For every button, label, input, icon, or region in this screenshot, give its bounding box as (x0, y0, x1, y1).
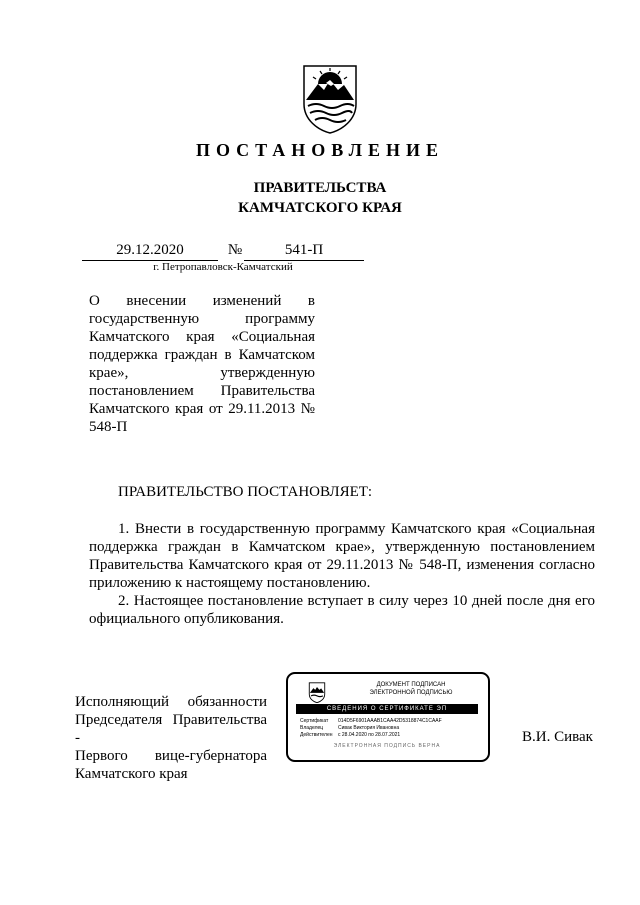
signer-name: В.И. Сивак (522, 729, 593, 745)
signer-title-line: Камчатского края (75, 766, 188, 782)
stamp-label: Владелец (300, 725, 324, 731)
issuer-line: ПРАВИТЕЛЬСТВА (253, 180, 387, 196)
document-number: 541-П (244, 242, 364, 261)
signer-title-line: Исполняющий обязанности (75, 694, 267, 710)
resolves-heading: ПРАВИТЕЛЬСТВО ПОСТАНОВЛЯЕТ: (118, 484, 373, 500)
document-body (89, 520, 595, 628)
stamp-owner-row (300, 725, 399, 732)
issuer-block (0, 178, 640, 218)
number-sign: № (227, 242, 243, 258)
stamp-label: Действителен (300, 732, 333, 738)
body-item: 1. Внести в государственную программу Камчатского края «Социальная поддержка граждан в Камчатском крае», утвержденную постановлением Правительства Камчатского края от 29.11.2013 № 548-П, изменения согласно приложению к настоящему постановлению. (89, 521, 595, 591)
stamp-header (336, 681, 486, 697)
stamp-validity-row (300, 732, 400, 739)
issuer-line: КАМЧАТСКОГО КРАЯ (238, 200, 402, 216)
signer-title (75, 693, 267, 783)
stamp-value: с 28.04.2020 по 28.07.2021 (338, 732, 401, 738)
stamp-footer: ЭЛЕКТРОННАЯ ПОДПИСЬ ВЕРНА (333, 743, 441, 749)
city-of-issue: г. Петропавловск-Камчатский (153, 261, 293, 273)
stamp-header-line: ЭЛЕКТРОННОЙ ПОДПИСЬЮ (369, 690, 453, 696)
document-date: 29.12.2020 (82, 242, 218, 261)
document-type-title: ПОСТАНОВЛЕНИЕ (195, 140, 445, 160)
signer-title-line: Первого вице-губернатора (75, 748, 267, 764)
body-item: 2. Настоящее постановление вступает в силу через 10 дней после дня его официального опубликования. (89, 593, 595, 627)
stamp-header-line: ДОКУМЕНТ ПОДПИСАН (376, 682, 446, 688)
stamp-certificate-row (300, 718, 442, 725)
stamp-label: Сертификат (300, 718, 329, 724)
document-subject: О внесении изменений в государственную программу Камчатского края «Социальная поддержка граждан в Камчатском крае», утвержденную постановлением Правительства Камчатского края от 29.11.2013 № 548-П (89, 293, 315, 435)
signer-title-line: Председателя Правительства - (75, 712, 267, 746)
stamp-emblem-icon (308, 681, 326, 703)
stamp-value: Сивак Виктория Ивановна (338, 725, 400, 731)
electronic-signature-stamp (286, 672, 490, 762)
stamp-value: 014D5F6901AAAB1CAA42D5318874C1CAAF (338, 718, 442, 724)
stamp-certificate-bar: СВЕДЕНИЯ О СЕРТИФИКАТЕ ЭП (296, 704, 478, 714)
kamchatka-coat-of-arms-icon (300, 60, 360, 134)
